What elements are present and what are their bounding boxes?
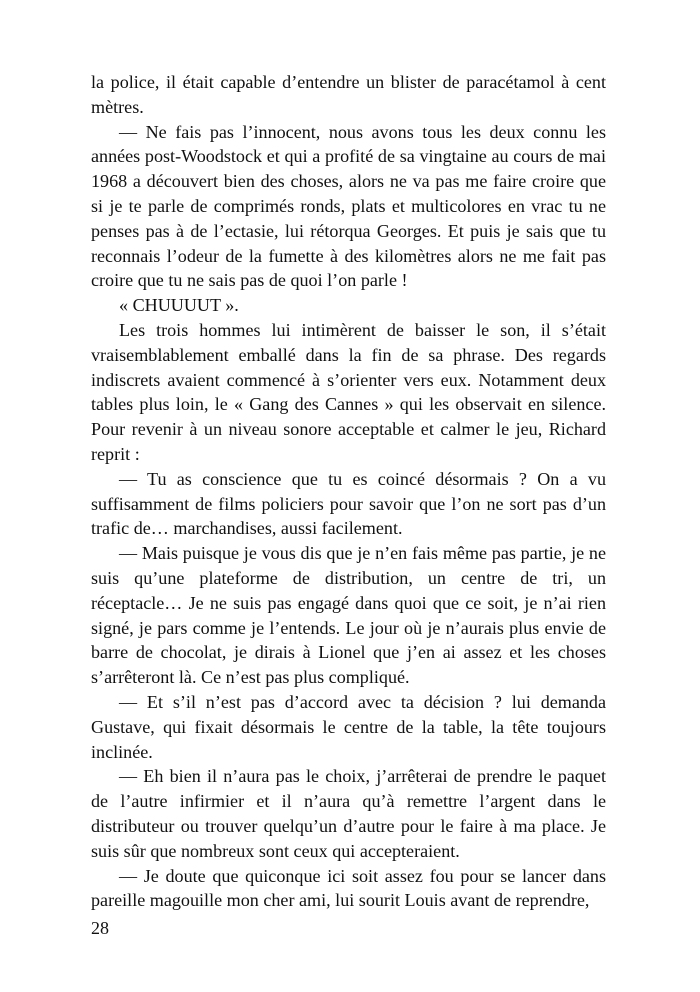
paragraph: — Tu as conscience que tu es coincé désormais ? On a vu suffisamment de films policiers pour savoir que l’on ne sort pas d’un trafic de… marchandises, aussi facilement.: [91, 468, 606, 539]
paragraph: — Mais puisque je vous dis que je n’en fais même pas partie, je ne suis qu’une plateforme de distribution, un centre de tri, un réceptacle… Je ne suis pas engagé dans quoi que ce soit, je n’ai rien signé, je pars comme je l’entends. Le jour où je n’aurais plus envie de barre de chocolat, je dirais à Lionel que j’en ai assez et les choses s’arrêteront là. Ce n’est pas plus compliqué.: [91, 543, 606, 688]
paragraph: — Je doute que quiconque ici soit assez fou pour se lancer dans pareille magouille mon cher ami, lui sourit Louis avant de reprendre,: [91, 865, 606, 911]
paragraph: — Ne fais pas l’innocent, nous avons tous les deux connu les années post-Woodstock et qui a profité de sa vingtaine au cours de mai 1968 a découvert bien des choses, alors ne va pas me faire croire que si je te parle de comprimés ronds, plats et multicolores en vrac tu ne penses pas à de l’ectasie, lui rétorqua Georges. Et puis je sais que tu reconnais l’odeur de la fumette à des kilomètres alors ne me fait pas croire que tu ne sais pas de quoi l’on parle !: [91, 121, 606, 291]
page-body: [91, 70, 606, 913]
paragraph: « CHUUUUT ».: [119, 295, 239, 316]
paragraph: — Et s’il n’est pas d’accord avec ta décision ? lui demanda Gustave, qui fixait désormais le centre de la table, la tête toujours inclinée.: [91, 691, 606, 762]
page-number: 28: [91, 918, 109, 938]
paragraph: Les trois hommes lui intimèrent de baisser le son, il s’était vraisemblablement emballé dans la fin de sa phrase. Des regards indiscrets avaient commencé à s’orienter vers eux. Notamment deux tables plus loin, le « Gang des Cannes » qui les observait en silence. Pour revenir à un niveau sonore acceptable et calmer le jeu, Richard reprit :: [91, 319, 606, 464]
paragraph: — Eh bien il n’aura pas le choix, j’arrêterai de prendre le paquet de l’autre infirmier et il n’aura qu’à remettre l’argent dans le distributeur ou trouver quelqu’un d’autre pour le faire à ma place. Je suis sûr que nombreux sont ceux qui accepteraient.: [91, 766, 606, 861]
paragraph: la police, il était capable d’entendre un blister de paracétamol à cent mètres.: [91, 72, 606, 117]
